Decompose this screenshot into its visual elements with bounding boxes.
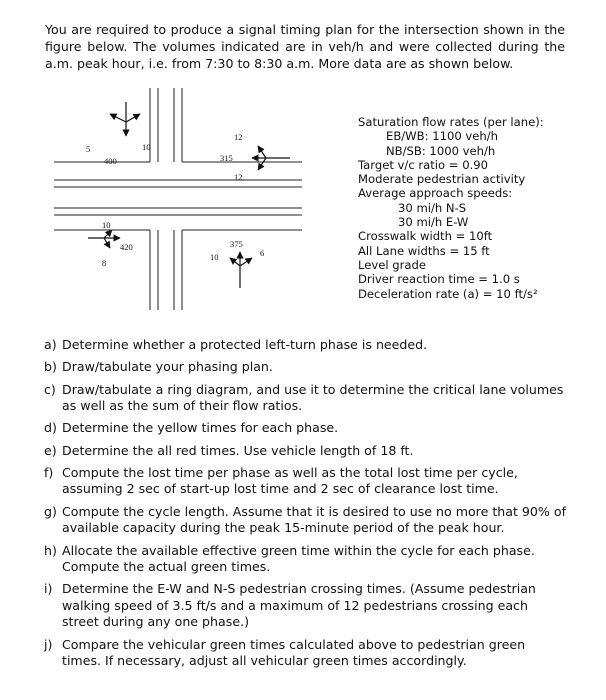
question-label: h) xyxy=(44,542,57,558)
question-text: Determine the all red times. Use vehicle length of 18 ft. xyxy=(62,442,414,458)
road-lines xyxy=(54,88,302,310)
data-line: Driver reaction time = 1.0 s xyxy=(358,272,520,287)
question-label: j) xyxy=(44,636,53,652)
question-label: e) xyxy=(44,442,57,458)
data-line: All Lane widths = 15 ft xyxy=(358,243,490,258)
question-label: a) xyxy=(44,337,57,352)
eb-through-volume: 420 xyxy=(120,242,133,252)
intersection-data xyxy=(358,115,568,301)
question-label: c) xyxy=(44,381,56,397)
question-text: Determine the E-W and N-S pedestrian crossing times. (Assume pedestrian walking speed of 3.5 ft/s and a maximum of 12 pedestrians crossing each street during any one phase.) xyxy=(62,581,536,630)
question-text: Compute the lost time per phase as well as the total lost time per cycle, assuming 2 sec of start-up lost time and 2 sec of clearance lost time. xyxy=(62,464,518,497)
question-item xyxy=(44,359,568,376)
question-text: Determine whether a protected left-turn phase is needed. xyxy=(62,337,428,352)
question-item xyxy=(44,581,568,631)
question-label: b) xyxy=(44,359,57,375)
wb-left-volume: 12 xyxy=(234,132,243,142)
question-text: Determine the yellow times for each phase. xyxy=(62,420,339,436)
question-item xyxy=(44,465,568,498)
question-item xyxy=(44,504,568,537)
question-item xyxy=(44,420,568,437)
data-line: 30 mi/h N-S xyxy=(398,200,467,215)
sb-right-volume: 5 xyxy=(86,144,91,154)
question-list xyxy=(44,337,568,675)
nb-movement-arrows xyxy=(230,252,252,288)
data-line: Moderate pedestrian activity xyxy=(358,172,526,187)
data-line: Saturation flow rates (per lane): xyxy=(358,115,544,129)
data-line: Deceleration rate (a) = 10 ft/s² xyxy=(358,286,538,301)
wb-through-volume: 315 xyxy=(220,153,233,163)
question-label: i) xyxy=(44,581,53,597)
question-text: Compute the cycle length. Assume that it is desired to use no more that 90% of available capacity during the peak 15-minute period of the peak hour. xyxy=(62,503,567,536)
nb-through-volume: 375 xyxy=(230,239,243,249)
nb-right-volume: 6 xyxy=(260,248,265,258)
eb-left-volume: 10 xyxy=(102,220,111,230)
data-line: Target v/c ratio = 0.90 xyxy=(358,157,489,172)
question-label: f) xyxy=(44,464,54,480)
question-text: Allocate the available effective green time within the cycle for each phase. Compute the actual green times. xyxy=(62,542,535,575)
sb-through-volume: 400 xyxy=(104,156,117,166)
question-item xyxy=(44,443,568,460)
question-text: Draw/tabulate a ring diagram, and use it to determine the critical lane volumes as well as the sum of their flow ratios. xyxy=(62,381,564,414)
question-item xyxy=(44,637,568,670)
question-item xyxy=(44,337,568,354)
intersection-diagram xyxy=(40,88,310,310)
data-line: Crosswalk width = 10ft xyxy=(358,229,493,244)
nb-left-volume: 10 xyxy=(210,252,219,262)
question-text: Compare the vehicular green times calculated above to pedestrian green times. If necessary, adjust all vehicular green times accordingly. xyxy=(62,636,526,669)
data-line: Level grade xyxy=(358,257,427,272)
data-line: NB/SB: 1000 veh/h xyxy=(386,143,496,158)
question-text: Draw/tabulate your phasing plan. xyxy=(62,359,273,375)
question-label: g) xyxy=(44,503,57,519)
sb-left-volume: 10 xyxy=(142,142,151,152)
eb-movement-arrows xyxy=(88,230,120,248)
wb-right-volume: 12 xyxy=(234,172,243,182)
question-item xyxy=(44,382,568,415)
eb-right-volume: 8 xyxy=(102,258,107,268)
intro-paragraph: You are required to produce a signal timing plan for the intersection shown in the figure below. The volumes indicated are in veh/h and were collected during the a.m. peak hour, i.e. from 7:30 to 8:30 a.m. More data are as shown below. xyxy=(45,21,565,71)
wb-movement-arrows xyxy=(252,146,290,170)
data-line: 30 mi/h E-W xyxy=(398,215,469,230)
sb-movement-arrows xyxy=(110,102,140,136)
data-line: Average approach speeds: xyxy=(358,186,513,201)
data-line: EB/WB: 1100 veh/h xyxy=(386,129,498,144)
question-item xyxy=(44,543,568,576)
question-label: d) xyxy=(44,420,57,436)
